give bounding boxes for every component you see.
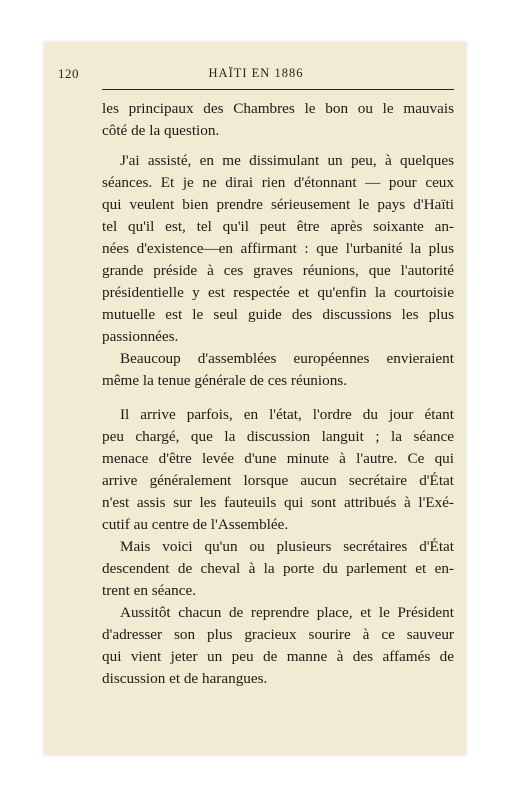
text-line: passionnées.: [102, 328, 179, 345]
text-line: tel qu'il est, tel qu'il peut être après soixante an-: [102, 218, 454, 235]
body-text: [102, 98, 454, 690]
text-line: présidentielle y est respectée et qu'enfin la courtoisie: [102, 284, 454, 301]
paragraph: [102, 348, 454, 370]
text-line: n'est assis sur les fauteuils qui sont attribués à l'Exé-: [102, 494, 454, 511]
text-line: mutuelle est le seul guide des discussions les plus: [102, 306, 454, 323]
text-line: d'adresser son plus gracieux sourire à ce sauveur: [102, 626, 454, 643]
page-number: 120: [58, 66, 79, 81]
running-title: HAÏTI EN 1886: [208, 66, 304, 80]
text-line: arrive généralement lorsque aucun secrétaire d'État: [102, 472, 454, 489]
text-line: les principaux des Chambres le bon ou le mauvais: [102, 100, 454, 117]
text-line: grande préside à ces graves réunions, que l'autorité: [102, 262, 454, 279]
text-line: Beaucoup d'assemblées européennes envieraient: [120, 350, 454, 367]
text-line: discussion et de harangues.: [102, 670, 268, 687]
paragraph-continued: [102, 624, 454, 690]
text-line: cutif au centre de l'Assemblée.: [102, 516, 289, 533]
paragraph: [102, 404, 454, 426]
text-line: qui veulent bien prendre sérieusement le pays d'Haïti: [102, 196, 454, 213]
text-line: séances. Et je ne dirai rien d'étonnant — pour ceux: [102, 174, 454, 191]
text-line: côté de la question.: [102, 122, 220, 139]
text-line: qui vient jeter un peu de manne à des affamés de: [102, 648, 454, 665]
paragraph: [102, 536, 454, 558]
text-line: menace d'être levée d'une minute à l'autre. Ce qui: [102, 450, 454, 467]
paragraph-continued: [102, 172, 454, 348]
text-line: Aussitôt chacun de reprendre place, et le Président: [120, 604, 454, 621]
text-line: peu chargé, que la discussion languit ; la séance: [102, 428, 454, 445]
text-line: nées d'existence—en affirmant : que l'urbanité la plus: [102, 240, 454, 257]
text-line: Il arrive parfois, en l'état, l'ordre du jour étant: [120, 406, 454, 423]
paragraph: [102, 98, 454, 142]
text-line: J'ai assisté, en me dissimulant un peu, à quelques: [120, 152, 454, 169]
text-line: trent en séance.: [102, 582, 197, 599]
header-rule: [102, 89, 454, 90]
page-header: [58, 66, 454, 86]
text-line: Mais voici qu'un ou plusieurs secrétaires d'État: [120, 538, 454, 555]
text-line: même la tenue générale de ces réunions.: [102, 372, 347, 389]
paragraph-continued: [102, 426, 454, 536]
paragraph: [102, 150, 454, 172]
paragraph: [102, 602, 454, 624]
text-line: descendent de cheval à la porte du parlement et en-: [102, 560, 454, 577]
paragraph-continued: [102, 370, 454, 392]
paragraph-continued: [102, 558, 454, 602]
